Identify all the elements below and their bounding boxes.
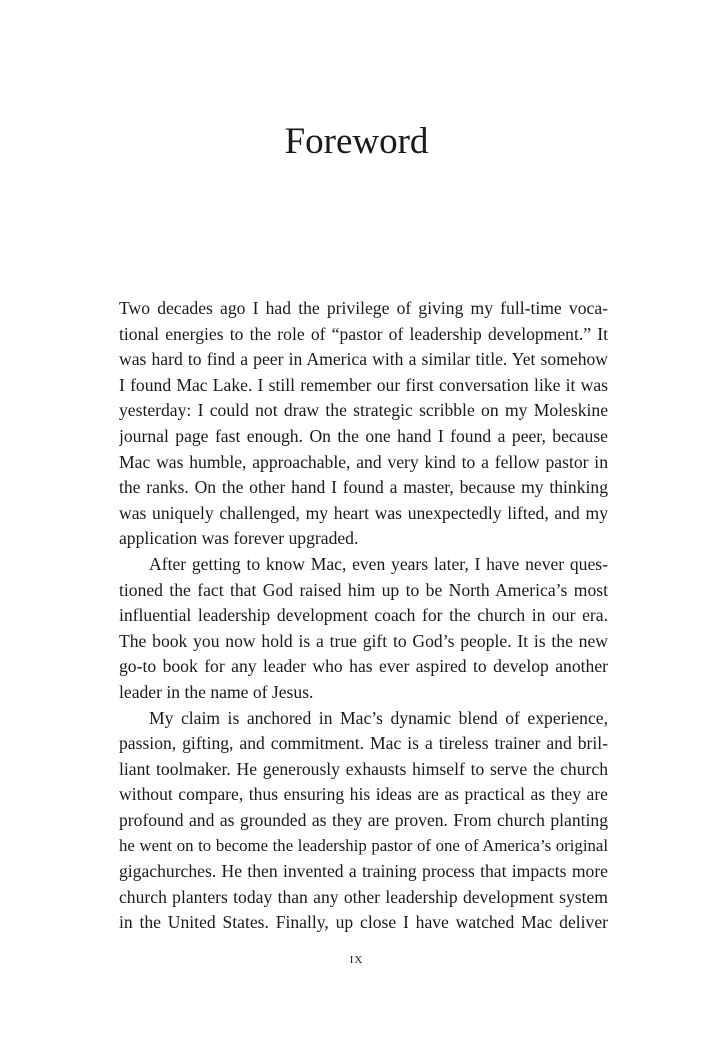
text-line: liant toolmaker. He generously exhausts himself to serve the church <box>119 758 608 779</box>
chapter-title: Foreword <box>284 121 429 162</box>
text-line: application was forever upgraded. <box>119 528 359 549</box>
text-line: profound and as grounded as they are proven. From church planting <box>119 809 608 830</box>
text-line: he went on to become the leadership pastor of one of America’s original <box>119 836 608 856</box>
text-line: without compare, thus ensuring his ideas are as practical as they are <box>119 784 608 805</box>
text-line: The book you now hold is a true gift to God’s people. It is the new <box>119 630 608 651</box>
text-line: journal page fast enough. On the one hand I found a peer, because <box>119 425 608 446</box>
text-line: in the United States. Finally, up close I have watched Mac deliver <box>119 912 608 933</box>
text-line: church planters today than any other leadership development system <box>119 886 608 907</box>
text-line: I found Mac Lake. I still remember our first conversation like it was <box>119 374 608 395</box>
text-line: influential leadership development coach for the church in our era. <box>119 605 608 626</box>
text-line: Two decades ago I had the privilege of giving my full-time voca- <box>119 298 608 318</box>
text-line: After getting to know Mac, even years later, I have never ques- <box>149 553 608 574</box>
page-number: IX <box>349 954 364 966</box>
text-line: go-to book for any leader who has ever aspired to develop another <box>119 656 608 677</box>
foreword-body <box>119 296 608 936</box>
text-line: leader in the name of Jesus. <box>119 681 314 702</box>
text-line: My claim is anchored in Mac’s dynamic blend of experience, <box>149 707 608 728</box>
text-line: yesterday: I could not draw the strategic scribble on my Moleskine <box>119 400 608 421</box>
text-line: tioned the fact that God raised him up to be North America’s most <box>119 579 608 600</box>
text-line: passion, gifting, and commitment. Mac is a tireless trainer and bril- <box>119 733 608 754</box>
text-line: Mac was humble, approachable, and very kind to a fellow pastor in <box>119 451 608 472</box>
text-line: was uniquely challenged, my heart was unexpectedly lifted, and my <box>119 502 608 523</box>
text-line: gigachurches. He then invented a training process that impacts more <box>119 861 608 882</box>
text-line: tional energies to the role of “pastor of leadership development.” It <box>119 323 608 344</box>
text-line: was hard to find a peer in America with a similar title. Yet somehow <box>119 349 608 370</box>
text-line: the ranks. On the other hand I found a master, because my thinking <box>119 477 608 498</box>
